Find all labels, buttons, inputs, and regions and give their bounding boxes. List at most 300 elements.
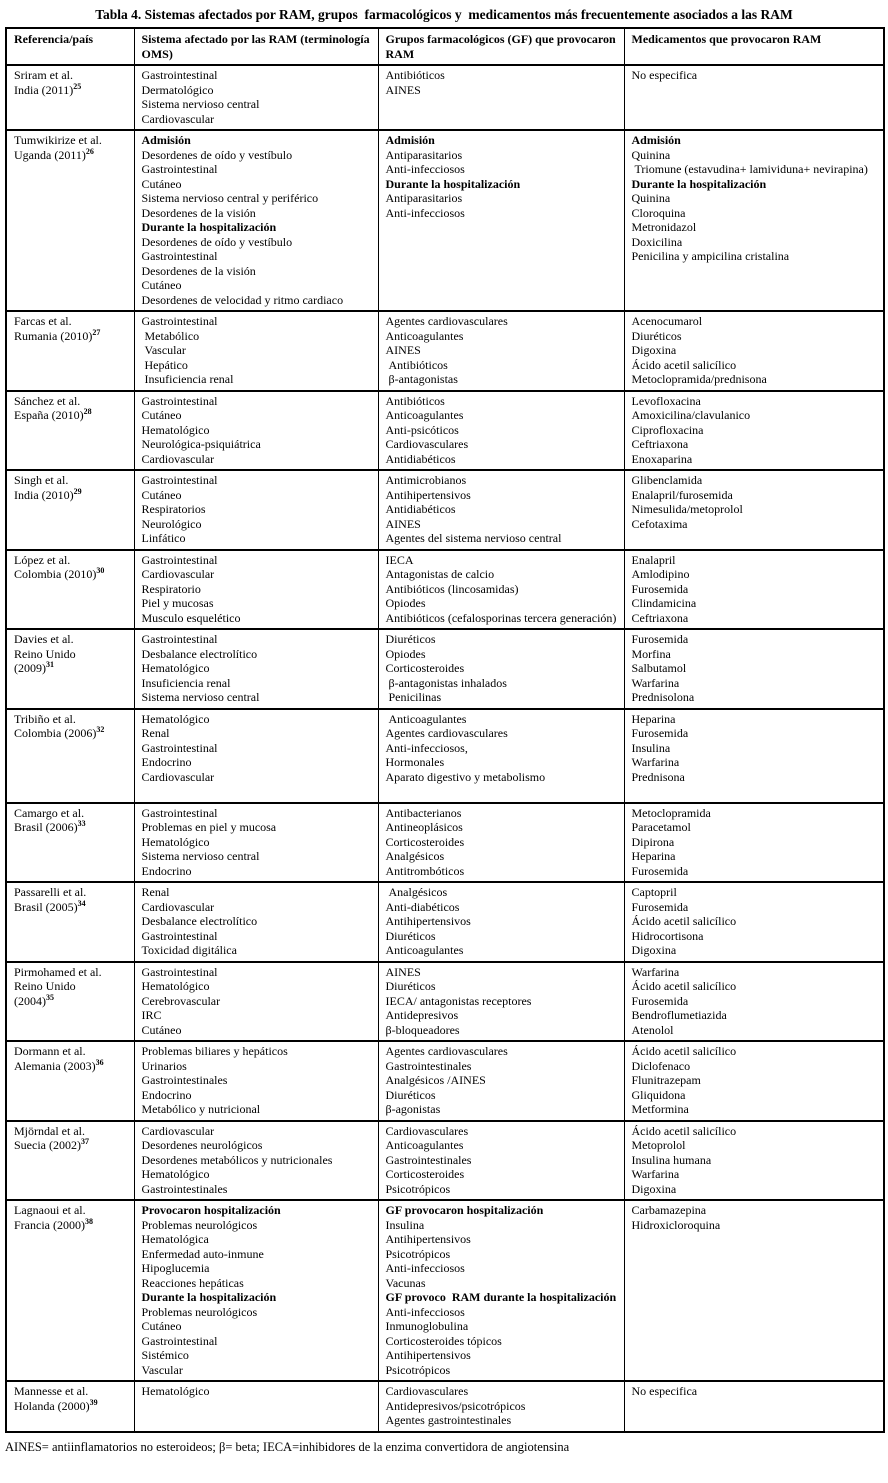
cell-line: Problemas biliares y hepáticos — [141, 1044, 288, 1058]
table-row — [6, 1121, 884, 1201]
cell-line: Antineoplásicos — [385, 820, 463, 834]
cell-line: Desordenes de la visión — [141, 263, 256, 278]
cell-line: Hematológico — [141, 979, 210, 993]
cell-line: Nimesulida/metoprolol — [631, 502, 743, 516]
system-cell — [134, 391, 378, 471]
drugs-cell — [624, 391, 884, 471]
cell-line: Admisión — [141, 133, 191, 147]
cell-line: Brasil (2005)$^{34}$ — [14, 898, 86, 914]
cell-line: Cardiovasculares — [385, 1123, 469, 1138]
groups-cell — [378, 1381, 624, 1432]
cell-line: IECA — [385, 552, 414, 567]
cell-line: Cardiovascular — [141, 899, 215, 914]
groups-cell — [378, 311, 624, 391]
cell-line: Anti-infecciosos — [385, 1261, 465, 1275]
cell-line: Sistema nervioso central y periférico — [141, 191, 319, 205]
cell-line: Passarelli et al. — [14, 885, 87, 899]
cell-line: Durante la hospitalización — [141, 220, 277, 234]
cell-line: Antibacterianos — [385, 805, 462, 820]
cell-line: β-antagonistas inhalados — [385, 675, 507, 690]
table-row — [6, 882, 884, 962]
cell-line: Piel y mucosas — [141, 596, 214, 610]
cell-line: Prednisolona — [631, 690, 695, 704]
cell-line: Diclofenaco — [631, 1058, 691, 1073]
cell-line: Enfermedad auto-inmune — [141, 1246, 264, 1261]
cell-line: Furosemida — [631, 581, 689, 596]
cell-line: Ceftriaxona — [631, 610, 689, 625]
groups-cell — [378, 1121, 624, 1201]
citation-superscript: 27 — [92, 327, 101, 337]
cell-line: Gastrointestinal — [141, 249, 218, 263]
cell-line: Insuficiencia renal — [141, 372, 234, 386]
cell-line: Paracetamol — [631, 820, 691, 834]
cell-line: Doxicilina — [631, 234, 683, 249]
cell-line: Warfarina — [631, 675, 680, 690]
table-body — [6, 65, 884, 1432]
drugs-cell — [624, 130, 884, 311]
system-cell — [134, 65, 378, 130]
cell-line: Anti-psicóticos — [385, 422, 459, 437]
cell-line: Diuréticos — [385, 979, 436, 993]
cell-line: Hidroxicloroquina — [631, 1217, 721, 1232]
citation-superscript: 37 — [80, 1137, 89, 1146]
citation-superscript: 32 — [96, 725, 105, 734]
cell-line: Gastrointestinal — [141, 162, 218, 176]
reference-cell — [6, 391, 134, 471]
cell-line: Antibióticos (lincosamidas) — [385, 581, 519, 596]
table-row — [6, 1200, 884, 1381]
cell-line: Anti-diabéticos — [385, 899, 460, 914]
cell-line: Problemas neurológicos — [141, 1304, 258, 1319]
cell-line: Analgésicos /AINES — [385, 1073, 486, 1087]
cell-line: Quinina — [631, 191, 671, 205]
cell-line: Ácido acetil salicílico — [631, 914, 737, 928]
table-title: Tabla 4. Sistemas afectados por RAM, grupos farmacológicos y medicamentos más frecuentemente asociados a las RAM — [95, 7, 793, 22]
cell-line: Desordenes metabólicos y nutricionales — [141, 1152, 333, 1167]
citation-superscript: 39 — [89, 1397, 98, 1407]
groups-cell — [378, 629, 624, 709]
cell-line: Neurológico — [141, 516, 202, 531]
cell-line: Singh et al. — [14, 473, 69, 487]
cell-line: Sánchez et al. — [14, 393, 81, 408]
system-cell — [134, 550, 378, 630]
cell-line: Gastrointestinal — [141, 552, 218, 567]
cell-line: Durante la hospitalización — [141, 1290, 277, 1304]
cell-line: Metronidazol — [631, 220, 697, 234]
cell-line: Cutáneo — [141, 176, 182, 191]
cell-line: Cardiovasculares — [385, 1384, 469, 1398]
cell-line: Gastrointestinal — [141, 632, 218, 646]
drugs-cell — [624, 962, 884, 1042]
cell-line: Insulina — [385, 1217, 425, 1232]
drugs-cell — [624, 470, 884, 550]
cell-line: Agentes cardiovasculares — [385, 726, 508, 740]
cell-line: Suecia (2002)$^{37}$ — [14, 1137, 89, 1152]
cell-line: Sistémico — [141, 1348, 189, 1362]
cell-line: Cardiovascular — [141, 769, 215, 784]
reference-cell — [6, 962, 134, 1042]
cell-line: Cutáneo — [141, 487, 182, 502]
cell-line: Opiodes — [385, 596, 426, 610]
system-cell — [134, 1041, 378, 1121]
cell-line: Bendroflumetiazida — [631, 1008, 727, 1022]
cell-line: Metoprolol — [631, 1138, 686, 1152]
cell-line: Vascular — [141, 343, 186, 357]
table-row — [6, 130, 884, 311]
groups-cell — [378, 470, 624, 550]
cell-line: No especifica — [631, 68, 698, 82]
cell-line: Desbalance electrolítico — [141, 646, 258, 661]
citation-superscript: 35 — [46, 992, 54, 1002]
cell-line: Furosemida — [631, 863, 689, 878]
table-row — [6, 470, 884, 550]
ram-table — [5, 27, 885, 1433]
cell-line: Digoxina — [631, 943, 677, 957]
cell-line: Durante la hospitalización — [385, 176, 521, 191]
cell-line: Antagonistas de calcio — [385, 567, 495, 581]
cell-line: India (2010)$^{29}$ — [14, 486, 82, 502]
drugs-cell — [624, 1121, 884, 1201]
drugs-cell — [624, 629, 884, 709]
cell-line: Morfina — [631, 646, 671, 661]
cell-line: Triomune (estavudina+ lamividuna+ nevirapina) — [631, 162, 868, 176]
cell-line: Enalapril/furosemida — [631, 487, 733, 502]
cell-line: Holanda (2000)$^{39}$ — [14, 1397, 98, 1413]
reference-cell — [6, 550, 134, 630]
cell-line: Amlodipino — [631, 567, 690, 581]
groups-cell — [378, 962, 624, 1042]
system-cell — [134, 130, 378, 311]
cell-line: Antibióticos — [385, 393, 445, 408]
cell-line: Admisión — [385, 133, 435, 147]
drugs-cell — [624, 709, 884, 803]
cell-line: Pirmohamed et al. — [14, 964, 102, 979]
cell-line: Hipoglucemia — [141, 1261, 210, 1275]
cell-line: Dermatológico — [141, 82, 214, 97]
cell-line: Gastrointestinales — [385, 1058, 472, 1073]
cell-line: Anti-infecciosos — [385, 1304, 465, 1319]
drugs-cell — [624, 1381, 884, 1432]
cell-line: Cloroquina — [631, 205, 686, 220]
cell-line: Anticoagulantes — [385, 328, 464, 343]
cell-line: Cutáneo — [141, 278, 182, 292]
reference-cell — [6, 65, 134, 130]
cell-line: Digoxina — [631, 343, 677, 357]
cell-line: Furosemida — [631, 726, 689, 740]
reference-cell — [6, 629, 134, 709]
cell-line: Anti-infecciosos, — [385, 740, 468, 755]
groups-cell — [378, 803, 624, 883]
cell-line: Hematológico — [141, 711, 210, 726]
cell-line: Gastrointestinal — [141, 314, 218, 328]
table-row — [6, 391, 884, 471]
cell-line: Desordenes de velocidad y ritmo cardiaco — [141, 292, 344, 307]
cell-line: Quinina — [631, 147, 671, 162]
cell-line: Camargo et al. — [14, 805, 85, 820]
cell-line: Agentes del sistema nervioso central — [385, 531, 562, 545]
cell-line: Prednisona — [631, 769, 685, 784]
cell-line: Heparina — [631, 711, 676, 726]
cell-line: Hematológica — [141, 1232, 209, 1246]
cell-line: Flunitrazepam — [631, 1073, 701, 1087]
cell-line: Gastrointestinal — [141, 1333, 218, 1348]
citation-superscript: 31 — [46, 660, 54, 669]
cell-line: Reino Unido — [14, 979, 76, 993]
table-row — [6, 550, 884, 630]
cell-line: Ácido acetil salicílico — [631, 1123, 737, 1138]
table-row — [6, 1041, 884, 1121]
cell-line: Heparina — [631, 849, 676, 863]
cell-line: Enalapril — [631, 552, 676, 567]
cell-line: Ácido acetil salicílico — [631, 1044, 737, 1058]
cell-line: Hidrocortisona — [631, 928, 704, 943]
system-cell — [134, 311, 378, 391]
system-cell — [134, 1200, 378, 1381]
cell-line: Corticosteroides — [385, 661, 465, 675]
reference-cell — [6, 470, 134, 550]
reference-cell — [6, 803, 134, 883]
cell-line: Cardiovascular — [141, 567, 215, 581]
cell-line: López et al. — [14, 552, 71, 567]
cell-line: Neurológica-psiquiátrica — [141, 437, 261, 451]
column-header-medicamentos: Medicamentos que provocaron RAM — [624, 28, 884, 65]
cell-line: Provocaron hospitalización — [141, 1203, 281, 1217]
citation-superscript: 28 — [83, 407, 92, 416]
cell-line: GF provocaron hospitalización — [385, 1203, 544, 1217]
system-cell — [134, 962, 378, 1042]
cell-line: Ácido acetil salicílico — [631, 979, 737, 993]
cell-line: Ácido acetil salicílico — [631, 357, 737, 372]
citation-superscript: 25 — [73, 81, 82, 91]
cell-line: Cutáneo — [141, 1319, 182, 1333]
cell-line: Musculo esquelético — [141, 610, 241, 625]
drugs-cell — [624, 803, 884, 883]
cell-line: Desbalance electrolítico — [141, 914, 258, 928]
cell-line: Cardiovascular — [141, 1123, 215, 1138]
cell-line: Dipirona — [631, 834, 675, 849]
cell-line: Antidepresivos — [385, 1008, 459, 1022]
cell-line: Carbamazepina — [631, 1203, 707, 1217]
groups-cell — [378, 130, 624, 311]
system-cell — [134, 1121, 378, 1201]
cell-line: β-antagonistas — [385, 372, 458, 386]
cell-line: Sistema nervioso central — [141, 97, 260, 111]
cell-line: Francia (2000)$^{38}$ — [14, 1216, 93, 1232]
reference-cell — [6, 709, 134, 803]
cell-line — [142, 784, 374, 799]
cell-line: Corticosteroides — [385, 834, 465, 849]
cell-line: Alemania (2003)$^{36}$ — [14, 1057, 104, 1073]
cell-line: Gastrointestinal — [141, 928, 218, 943]
cell-line: Renal — [141, 726, 170, 740]
cell-line: Amoxicilina/clavulanico — [631, 408, 751, 422]
groups-cell — [378, 882, 624, 962]
drugs-cell — [624, 882, 884, 962]
system-cell — [134, 470, 378, 550]
groups-cell — [378, 65, 624, 130]
table-row — [6, 311, 884, 391]
drugs-cell — [624, 1041, 884, 1121]
system-cell — [134, 882, 378, 962]
cell-line: Hormonales — [385, 755, 445, 769]
cell-line: Endocrino — [141, 755, 192, 769]
cell-line: Antihipertensivos — [385, 1232, 471, 1246]
cell-line: Opiodes — [385, 646, 426, 661]
cell-line: Gastrointestinal — [141, 393, 218, 408]
cell-line: Warfarina — [631, 755, 680, 769]
cell-line: Cutáneo — [141, 1022, 182, 1037]
cell-line: Corticosteroides — [385, 1167, 465, 1181]
drugs-cell — [624, 65, 884, 130]
cell-line: Desordenes neurológicos — [141, 1138, 263, 1152]
cell-line: Mannesse et al. — [14, 1384, 89, 1398]
cell-line: Metformina — [631, 1102, 689, 1116]
cell-line: Tribiño et al. — [14, 711, 76, 726]
cell-line: Atenolol — [631, 1022, 674, 1037]
cell-line: Psicotrópicos — [385, 1362, 451, 1377]
cell-line: Salbutamol — [631, 661, 687, 675]
reference-cell — [6, 1041, 134, 1121]
cell-line: Sriram et al. — [14, 68, 73, 82]
cell-line: AINES — [385, 964, 421, 979]
cell-line: Rumania (2010)$^{27}$ — [14, 327, 101, 343]
cell-line: Penicilina y ampicilina cristalina — [631, 249, 790, 263]
reference-cell — [6, 882, 134, 962]
cell-line: Aparato digestivo y metabolismo — [385, 769, 546, 784]
groups-cell — [378, 1041, 624, 1121]
drugs-cell — [624, 1200, 884, 1381]
cell-line: Glibenclamida — [631, 473, 703, 487]
cell-line: Diuréticos — [385, 1087, 436, 1102]
cell-line: Cefotaxima — [631, 516, 688, 531]
citation-superscript: 36 — [95, 1057, 104, 1067]
cell-line: Gastrointestinales — [141, 1073, 228, 1087]
cell-line: España (2010)$^{28}$ — [14, 407, 92, 422]
cell-line: Uganda (2011)$^{26}$ — [14, 146, 94, 162]
cell-line: Antibióticos (cefalosporinas tercera generación) — [385, 610, 617, 625]
cell-line: Davies et al. — [14, 632, 74, 646]
cell-line: Problemas neurológicos — [141, 1217, 258, 1232]
cell-line: Diuréticos — [385, 632, 436, 646]
cell-line: Anticoagulantes — [385, 943, 464, 957]
cell-line: Agentes gastrointestinales — [385, 1413, 512, 1427]
header-row — [6, 28, 884, 65]
cell-line: Metabólico — [141, 328, 200, 343]
cell-line: Reacciones hepáticas — [141, 1275, 244, 1290]
cell-line: Hematológico — [141, 1384, 210, 1398]
cell-line: Urinarios — [141, 1058, 187, 1073]
cell-line: Agentes cardiovasculares — [385, 314, 508, 328]
cell-line: Diuréticos — [631, 328, 682, 343]
table-row — [6, 709, 884, 803]
column-header-sistema: Sistema afectado por las RAM (terminología OMS) — [134, 28, 378, 65]
cell-line: β-agonistas — [385, 1102, 441, 1116]
cell-line: Antihipertensivos — [385, 1348, 471, 1362]
cell-line: Sistema nervioso central — [141, 849, 260, 863]
cell-line: AINES — [385, 516, 421, 531]
cell-line: Mjörndal et al. — [14, 1123, 85, 1138]
cell-line: Antibióticos — [385, 357, 448, 372]
cell-line: Anti-infecciosos — [385, 162, 465, 176]
cell-line: Clindamicina — [631, 596, 697, 610]
cell-line: Antiparasitarios — [385, 191, 463, 205]
reference-cell — [6, 1381, 134, 1432]
cell-line: Gastrointestinal — [141, 964, 218, 979]
cell-line: Lagnaoui et al. — [14, 1203, 86, 1217]
system-cell — [134, 1381, 378, 1432]
cell-line: Antidiabéticos — [385, 502, 456, 516]
groups-cell — [378, 709, 624, 803]
system-cell — [134, 629, 378, 709]
cell-line: Gastrointestinales — [141, 1181, 228, 1196]
cell-line: Antidiabéticos — [385, 451, 456, 466]
table-row — [6, 65, 884, 130]
cell-line: Endocrino — [141, 1087, 192, 1102]
reference-cell — [6, 1121, 134, 1201]
citation-superscript: 26 — [85, 146, 94, 156]
cell-line: Gastrointestinales — [385, 1152, 472, 1167]
citation-superscript: 34 — [77, 898, 86, 908]
cell-line: Cardiovascular — [141, 111, 215, 126]
drugs-cell — [624, 550, 884, 630]
citation-superscript: 38 — [84, 1216, 93, 1226]
cell-line: Gastrointestinal — [141, 68, 218, 82]
cell-line: AINES — [385, 82, 421, 97]
cell-line: Problemas en piel y mucosa — [141, 820, 277, 834]
table-row — [6, 1381, 884, 1432]
cell-line: Diuréticos — [385, 928, 436, 943]
cell-line: Gastrointestinal — [141, 473, 218, 487]
cell-line: Gliquidona — [631, 1087, 686, 1102]
cell-line: Analgésicos — [385, 849, 445, 863]
cell-line: AINES — [385, 343, 421, 357]
cell-line: Colombia (2006)$^{32}$ — [14, 725, 105, 740]
cell-line: IRC — [141, 1008, 162, 1022]
cell-line: Anticoagulantes — [385, 1138, 464, 1152]
cell-line: Penicilinas — [385, 690, 442, 704]
cell-line: Endocrino — [141, 863, 192, 878]
cell-line: Antimicrobianos — [385, 473, 467, 487]
cell-line: Cardiovasculares — [385, 437, 469, 451]
cell-line: India (2011)$^{25}$ — [14, 81, 82, 97]
cell-line: Vacunas — [385, 1275, 426, 1290]
cell-line: Insuficiencia renal — [141, 675, 231, 690]
cell-line: Gastrointestinal — [141, 740, 218, 755]
cell-line: Hematológico — [141, 1167, 210, 1181]
cell-line: Hepático — [141, 357, 188, 372]
table-footnote: AINES= antiinflamatorios no esteroideos; β= beta; IECA=inhibidores de la enzima convertidora de angiotensina — [5, 1439, 570, 1454]
cell-line: Dormann et al. — [14, 1044, 86, 1058]
cell-line: (2009)$^{31}$ — [14, 660, 54, 675]
system-cell — [134, 709, 378, 803]
cell-line: Metoclopramida/prednisona — [631, 372, 767, 386]
cell-line: Antitrombóticos — [385, 863, 465, 878]
cell-line: Gastrointestinal — [141, 805, 218, 820]
cell-line: Enoxaparina — [631, 451, 693, 466]
cell-line: β-bloqueadores — [385, 1022, 460, 1037]
table-header — [6, 28, 884, 65]
cell-line: Hematológico — [141, 422, 210, 437]
drugs-cell — [624, 311, 884, 391]
cell-line: Sistema nervioso central — [141, 690, 260, 704]
cell-line: Antibióticos — [385, 68, 445, 82]
cell-line: Hematológico — [141, 661, 210, 675]
cell-line: Agentes cardiovasculares — [385, 1044, 508, 1058]
cell-line: Desordenes de oído y vestíbulo — [141, 147, 293, 162]
cell-line: Warfarina — [631, 964, 680, 979]
cell-line: Metabólico y nutricional — [141, 1102, 261, 1116]
cell-line: Cardiovascular — [141, 451, 215, 466]
